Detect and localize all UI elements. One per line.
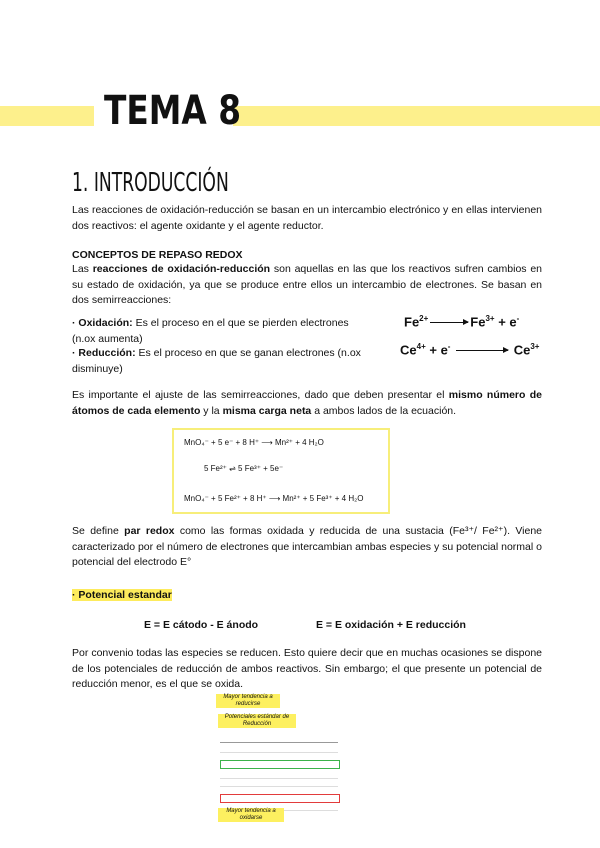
header-band-left xyxy=(0,106,94,126)
formula-2: E = E oxidación + E reducción xyxy=(316,619,466,631)
oxidacion-def: · Oxidación: Es el proceso en el que se pierden electrones (n.ox aumenta) xyxy=(72,317,349,345)
par-redox-paragraph: Se define par redox como las formas oxidada y reducida de una sustacia (Fe³⁺/ Fe²⁺). Viene caracterizado por el número de electrones que intercambian ambas especies y su potencial normal o potencial del electrodo E° xyxy=(72,525,543,568)
intro-paragraph: Las reacciones de oxidación-reducción se basan en un intercambio electrónico y en ellas intervienen dos reactivos: el agente oxidante y el agente reductor. xyxy=(72,204,542,232)
header-band-right xyxy=(233,106,600,126)
section-title: 1. INTRODUCCIÓN xyxy=(72,168,229,198)
conceptos-paragraph: Las reacciones de oxidación-reducción son aquellas en las que los reactivos sufren cambios en su estado de oxidación, ya que se produce entre ellos un intercambio de electrones. Se basan en dos semirreacciones: xyxy=(72,263,542,306)
equation-line-2: 5 Fe²⁺ ⇌ 5 Fe³⁺ + 5e⁻ xyxy=(204,464,284,473)
formula-1: E = E cátodo - E ánodo xyxy=(144,619,259,631)
table-header xyxy=(220,734,338,743)
reduccion-def: · Reducción: Es el proceso en que se ganan electrones (n.ox disminuye) xyxy=(72,347,361,375)
callout-oxidize: Mayor tendencia a oxidarse xyxy=(218,808,284,822)
conceptos-heading: CONCEPTOS DE REPASO REDOX xyxy=(72,249,243,261)
potencial-heading: · Potencial estandar xyxy=(72,589,172,601)
ajuste-paragraph: Es importante el ajuste de las semirreacciones, dado que deben presentar el mismo número de átomos de cada elemento y la misma carga neta a ambos lados de la ecuación. xyxy=(72,389,542,417)
balanced-equations-box xyxy=(172,428,390,514)
equation-line-3: MnO₄⁻ + 5 Fe²⁺ + 8 H⁺ ⟶ Mn²⁺ + 5 Fe³⁺ + 4 H₂O xyxy=(184,494,364,503)
callout-reduce: Mayor tendencia a reducirse xyxy=(216,694,280,708)
equation-line-1: MnO₄⁻ + 5 e⁻ + 8 H⁺ ⟶ Mn²⁺ + 4 H₂O xyxy=(184,438,324,447)
callout-potentials: Potenciales estándar de Reducción xyxy=(218,714,296,728)
convenio-paragraph: Por convenio todas las especies se reducen. Esto quiere decir que en muchas ocasiones se dispone de los potenciales de reducción de ambos reactivos. Sin embargo; el que presente un potencial de reducción menor, es el que se oxida. xyxy=(72,647,542,690)
table-row-green xyxy=(220,760,340,769)
page-title: TEMA 8 xyxy=(104,88,242,134)
eq-oxidation: $Fe^{2+}$ $Fe^{3+} + e^-$ xyxy=(404,314,520,330)
eq-reduction: $Ce^{4+} + e^-$ $Ce^{3+}$ xyxy=(400,342,540,358)
reduction-potentials-figure xyxy=(208,694,350,822)
